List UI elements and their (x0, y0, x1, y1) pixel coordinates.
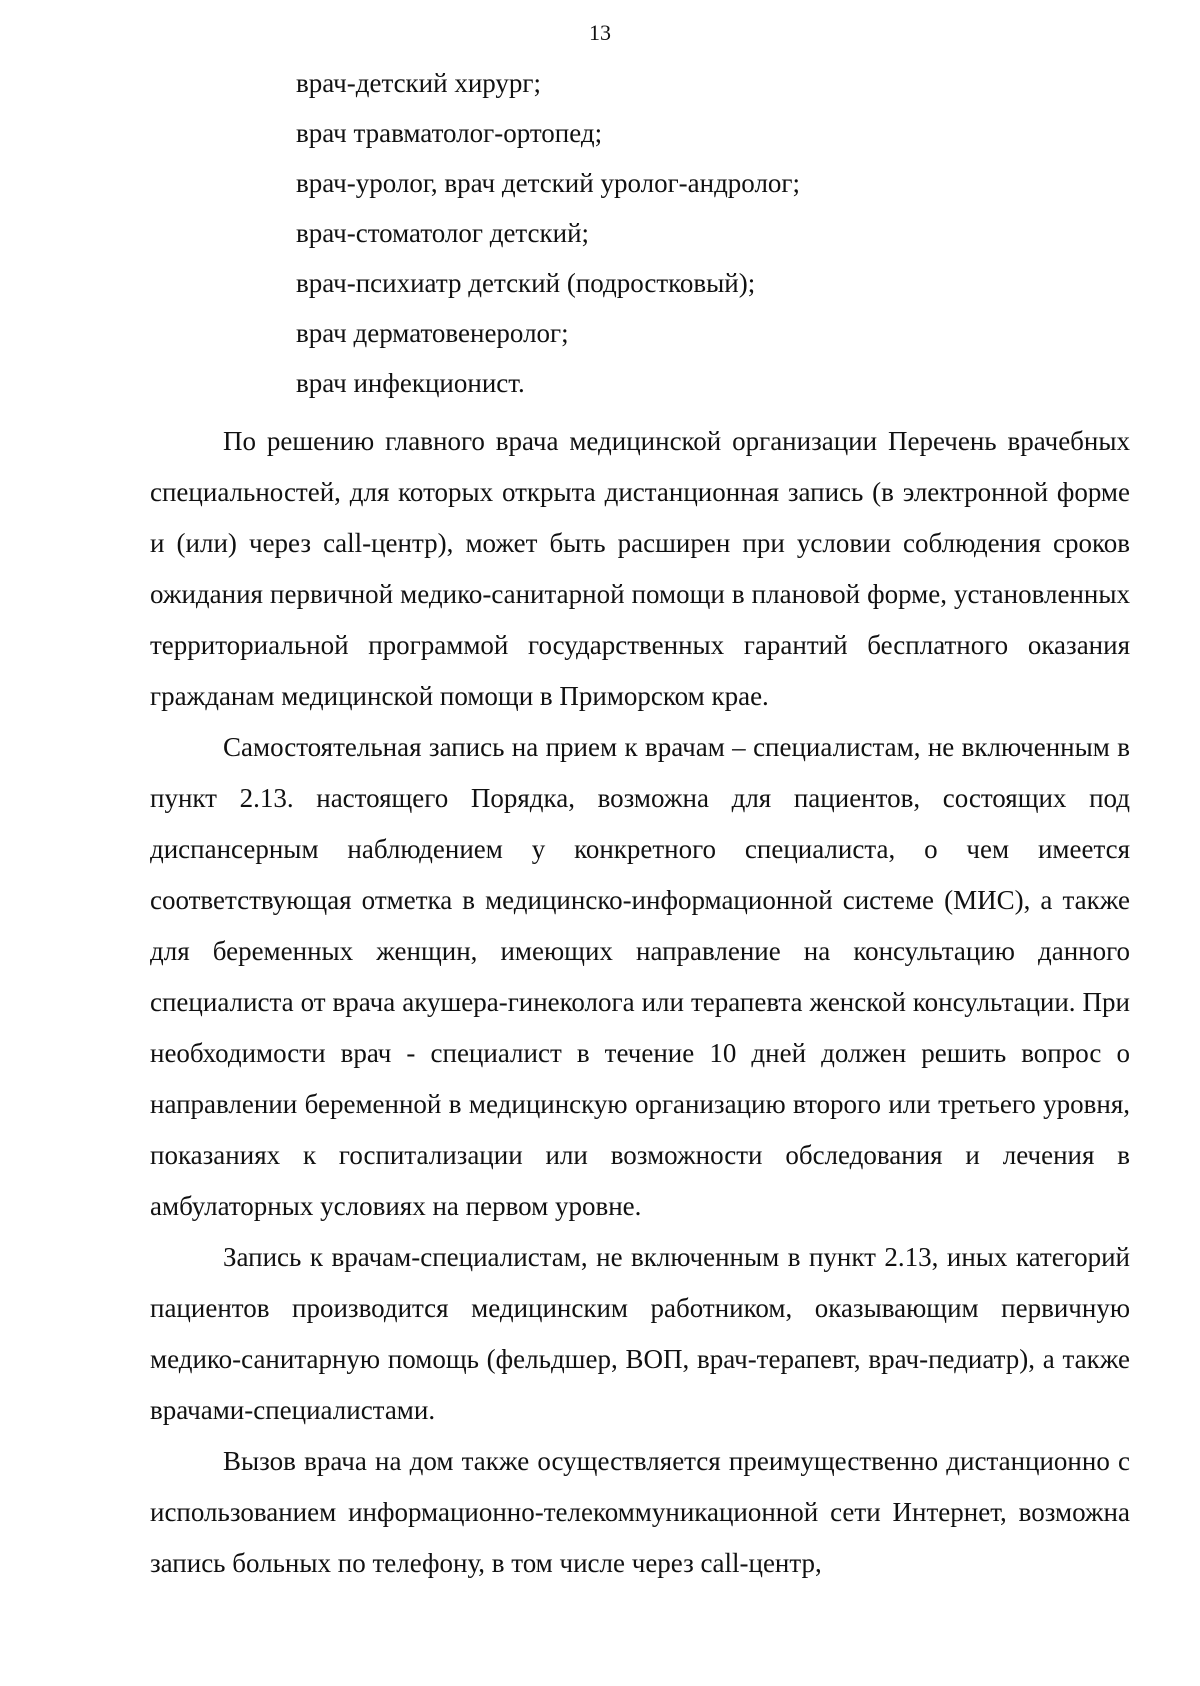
page-number: 13 (589, 20, 611, 45)
list-item: врач дерматовенеролог; (296, 318, 569, 348)
paragraph: По решению главного врача медицинской организации Перечень врачебных специальностей, для которых открыта дистанционная запись (в электронной форме и (или) через call-центр), может быть расширен при условии соблюдения сроков ожидания первичной медико-санитарной помощи в плановой форме, установленных территориальной программой государственных гарантий бесплатного оказания гражданам медицинской помощи в Приморском крае. (150, 426, 1130, 711)
body-text (150, 416, 1130, 1589)
list-item: врач инфекционист. (296, 368, 525, 398)
specialist-list (296, 58, 1116, 408)
paragraph: Вызов врача на дом также осуществляется преимущественно дистанционно с использованием информационно-телекоммуникационной сети Интернет, возможна запись больных по телефону, в том числе через call-центр, (150, 1446, 1130, 1578)
paragraph: Запись к врачам-специалистам, не включенным в пункт 2.13, иных категорий пациентов производится медицинским работником, оказывающим первичную медико-санитарную помощь (фельдшер, ВОП, врач-терапевт, врач-педиатр), а также врачами-специалистами. (150, 1242, 1130, 1425)
list-item: врач-уролог, врач детский уролог-андролог; (296, 168, 800, 198)
list-item: врач-детский хирург; (296, 68, 541, 98)
list-item: врач травматолог-ортопед; (296, 118, 603, 148)
list-item: врач-психиатр детский (подростковый); (296, 268, 756, 298)
paragraph: Самостоятельная запись на прием к врачам – специалистам, не включенным в пункт 2.13. настоящего Порядка, возможна для пациентов, состоящих под диспансерным наблюдением у конкретного специалиста, о чем имеется соответствующая отметка в медицинско-информационной системе (МИС), а также для беременных женщин, имеющих направление на консультацию данного специалиста от врача акушера-гинеколога или терапевта женской консультации. При необходимости врач - специалист в течение 10 дней должен решить вопрос о направлении беременной в медицинскую организацию второго или третьего уровня, показаниях к госпитализации или возможности обследования и лечения в амбулаторных условиях на первом уровне. (150, 732, 1130, 1221)
list-item: врач-стоматолог детский; (296, 218, 590, 248)
